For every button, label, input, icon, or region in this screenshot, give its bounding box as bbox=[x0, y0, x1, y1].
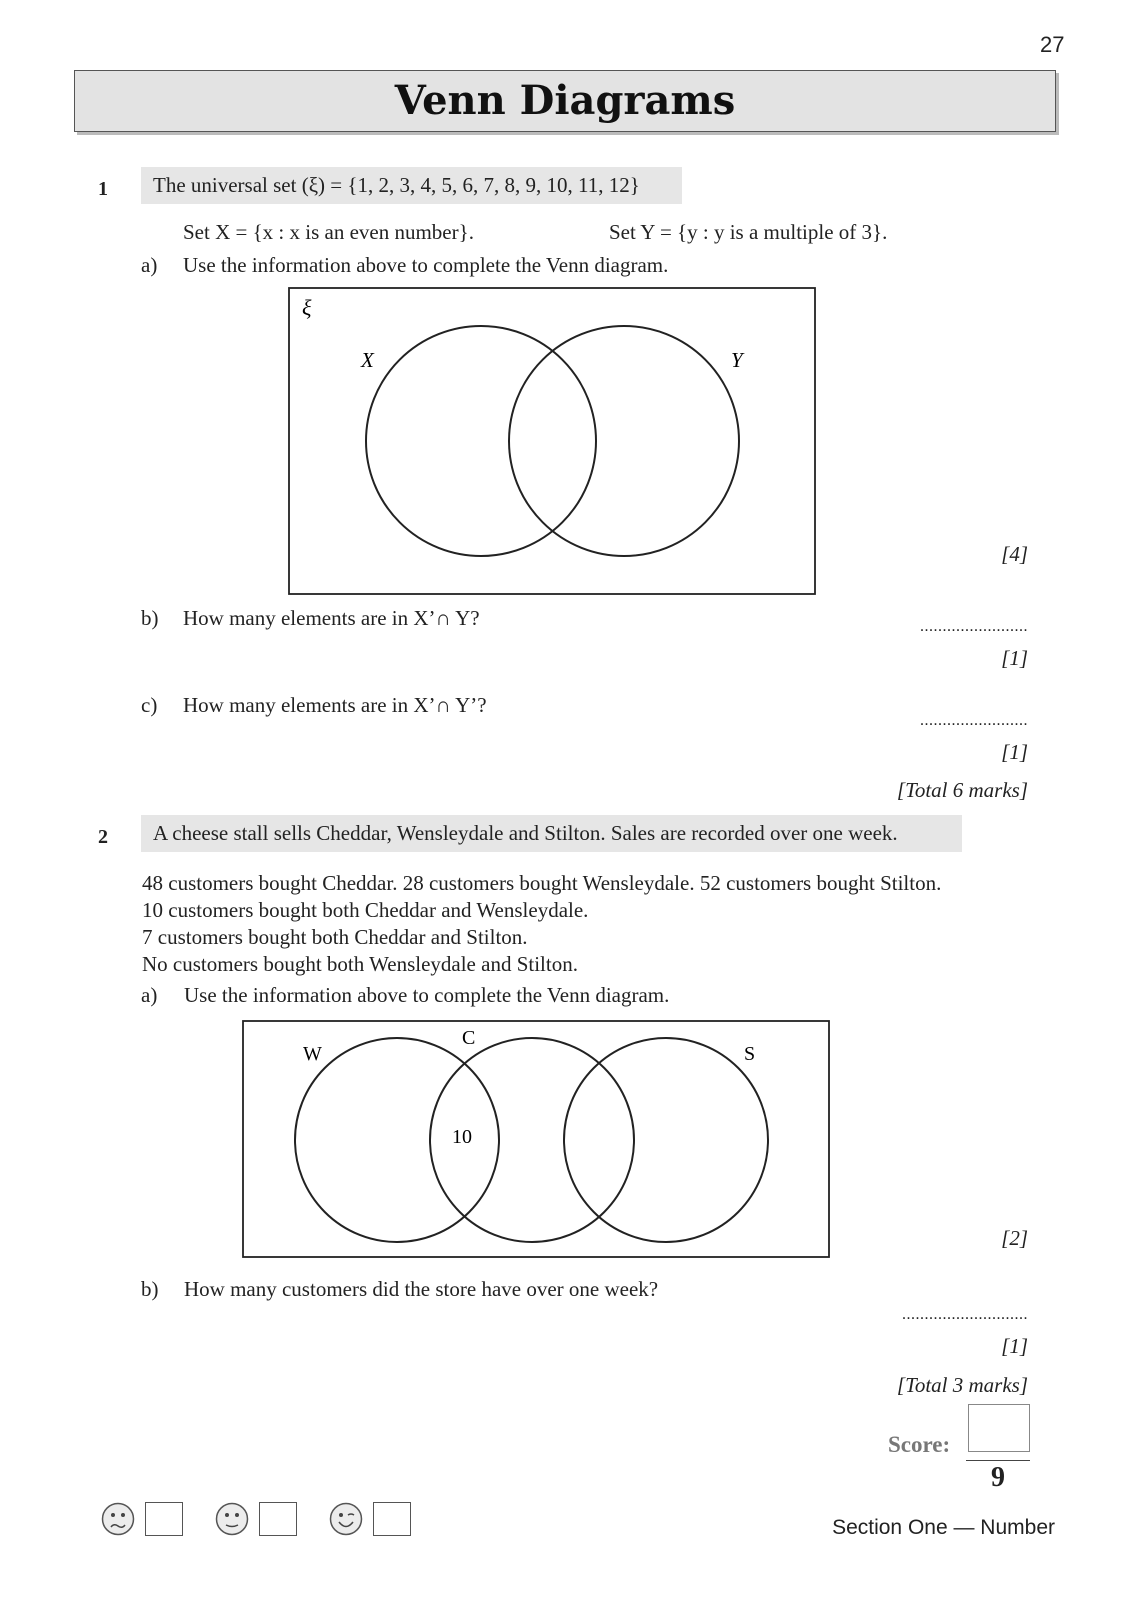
q1-part-a-label: a) bbox=[141, 253, 158, 277]
set-x-circle bbox=[366, 326, 596, 556]
page-number: 27 bbox=[1040, 32, 1065, 57]
score-total: 9 bbox=[991, 1462, 1005, 1493]
q1-part-c-marks: [1] bbox=[1001, 740, 1028, 764]
q1-total-marks: [Total 6 marks] bbox=[896, 778, 1028, 802]
q2-line-2: 10 customers bought both Cheddar and Wensleydale. bbox=[142, 898, 589, 922]
question-2-intro: A cheese stall sells Cheddar, Wensleydale and Stilton. Sales are recorded over one week. bbox=[141, 815, 962, 852]
venn-diagram-cheese bbox=[242, 1020, 830, 1258]
q1-part-a-text: Use the information above to complete the Venn diagram. bbox=[183, 253, 669, 277]
q1-part-b-marks: [1] bbox=[1001, 646, 1028, 670]
q2-part-b-text: How many customers did the store have over one week? bbox=[184, 1277, 659, 1301]
q2-part-b-answer-line[interactable]: ............................ bbox=[902, 1306, 1028, 1323]
sad-checkbox[interactable] bbox=[145, 1502, 183, 1536]
q1-part-b-text: How many elements are in X’∩ Y? bbox=[183, 606, 480, 630]
sad-face-icon bbox=[101, 1502, 135, 1536]
q2-line-4: No customers bought both Wensleydale and Stilton. bbox=[142, 952, 578, 976]
wensleydale-cheddar-value: 10 bbox=[452, 1126, 472, 1148]
q2-total-marks: [Total 3 marks] bbox=[896, 1373, 1028, 1397]
q2-part-b-marks: [1] bbox=[1001, 1334, 1028, 1358]
q1-part-b-answer-line[interactable]: ........................ bbox=[920, 618, 1028, 635]
q2-part-a-text: Use the information above to complete the Venn diagram. bbox=[184, 983, 670, 1007]
question-1-number: 1 bbox=[98, 178, 108, 200]
q2-part-a-label: a) bbox=[141, 983, 158, 1007]
q2-line-1: 48 customers bought Cheddar. 28 customers bought Wensleydale. 52 customers bought Stilton. bbox=[142, 871, 942, 895]
question-2-number: 2 bbox=[98, 826, 108, 848]
neutral-face-icon bbox=[215, 1502, 249, 1536]
xi-symbol: ξ bbox=[302, 295, 312, 320]
question-1-universal-set: The universal set (ξ) = {1, 2, 3, 4, 5, 6, 7, 8, 9, 10, 11, 12} bbox=[141, 167, 682, 204]
set-y-circle bbox=[509, 326, 739, 556]
set-y-definition: Set Y = {y : y is a multiple of 3}. bbox=[609, 220, 888, 244]
cheddar-label: C bbox=[462, 1027, 476, 1049]
q2-part-b-label: b) bbox=[141, 1277, 159, 1301]
universal-set-box bbox=[289, 288, 815, 594]
set-x-label: X bbox=[361, 348, 374, 372]
q1-part-c-answer-line[interactable]: ........................ bbox=[920, 712, 1028, 729]
happy-checkbox[interactable] bbox=[373, 1502, 411, 1536]
cheese-universal-box bbox=[243, 1021, 829, 1257]
score-label: Score: bbox=[888, 1432, 951, 1457]
neutral-checkbox[interactable] bbox=[259, 1502, 297, 1536]
score-divider bbox=[966, 1460, 1030, 1461]
page-title: Venn Diagrams bbox=[394, 77, 736, 124]
happy-face-icon bbox=[329, 1502, 363, 1536]
q1-part-c-label: c) bbox=[141, 693, 158, 717]
q1-part-c-text: How many elements are in X’∩ Y’? bbox=[183, 693, 487, 717]
score-input-box[interactable] bbox=[968, 1404, 1030, 1452]
q1-part-b-label: b) bbox=[141, 606, 159, 630]
stilton-circle bbox=[564, 1038, 768, 1242]
title-banner bbox=[74, 70, 1056, 132]
set-x-definition: Set X = {x : x is an even number}. bbox=[183, 220, 474, 244]
venn-diagram-xy bbox=[288, 287, 816, 595]
q2-line-3: 7 customers bought both Cheddar and Stilton. bbox=[142, 925, 528, 949]
stilton-label: S bbox=[744, 1043, 756, 1065]
q1-part-a-marks: [4] bbox=[1001, 542, 1028, 566]
q2-part-a-marks: [2] bbox=[1001, 1226, 1028, 1250]
section-footer: Section One — Number bbox=[832, 1516, 1055, 1539]
wensleydale-label: W bbox=[303, 1043, 322, 1065]
set-y-label: Y bbox=[731, 348, 743, 372]
